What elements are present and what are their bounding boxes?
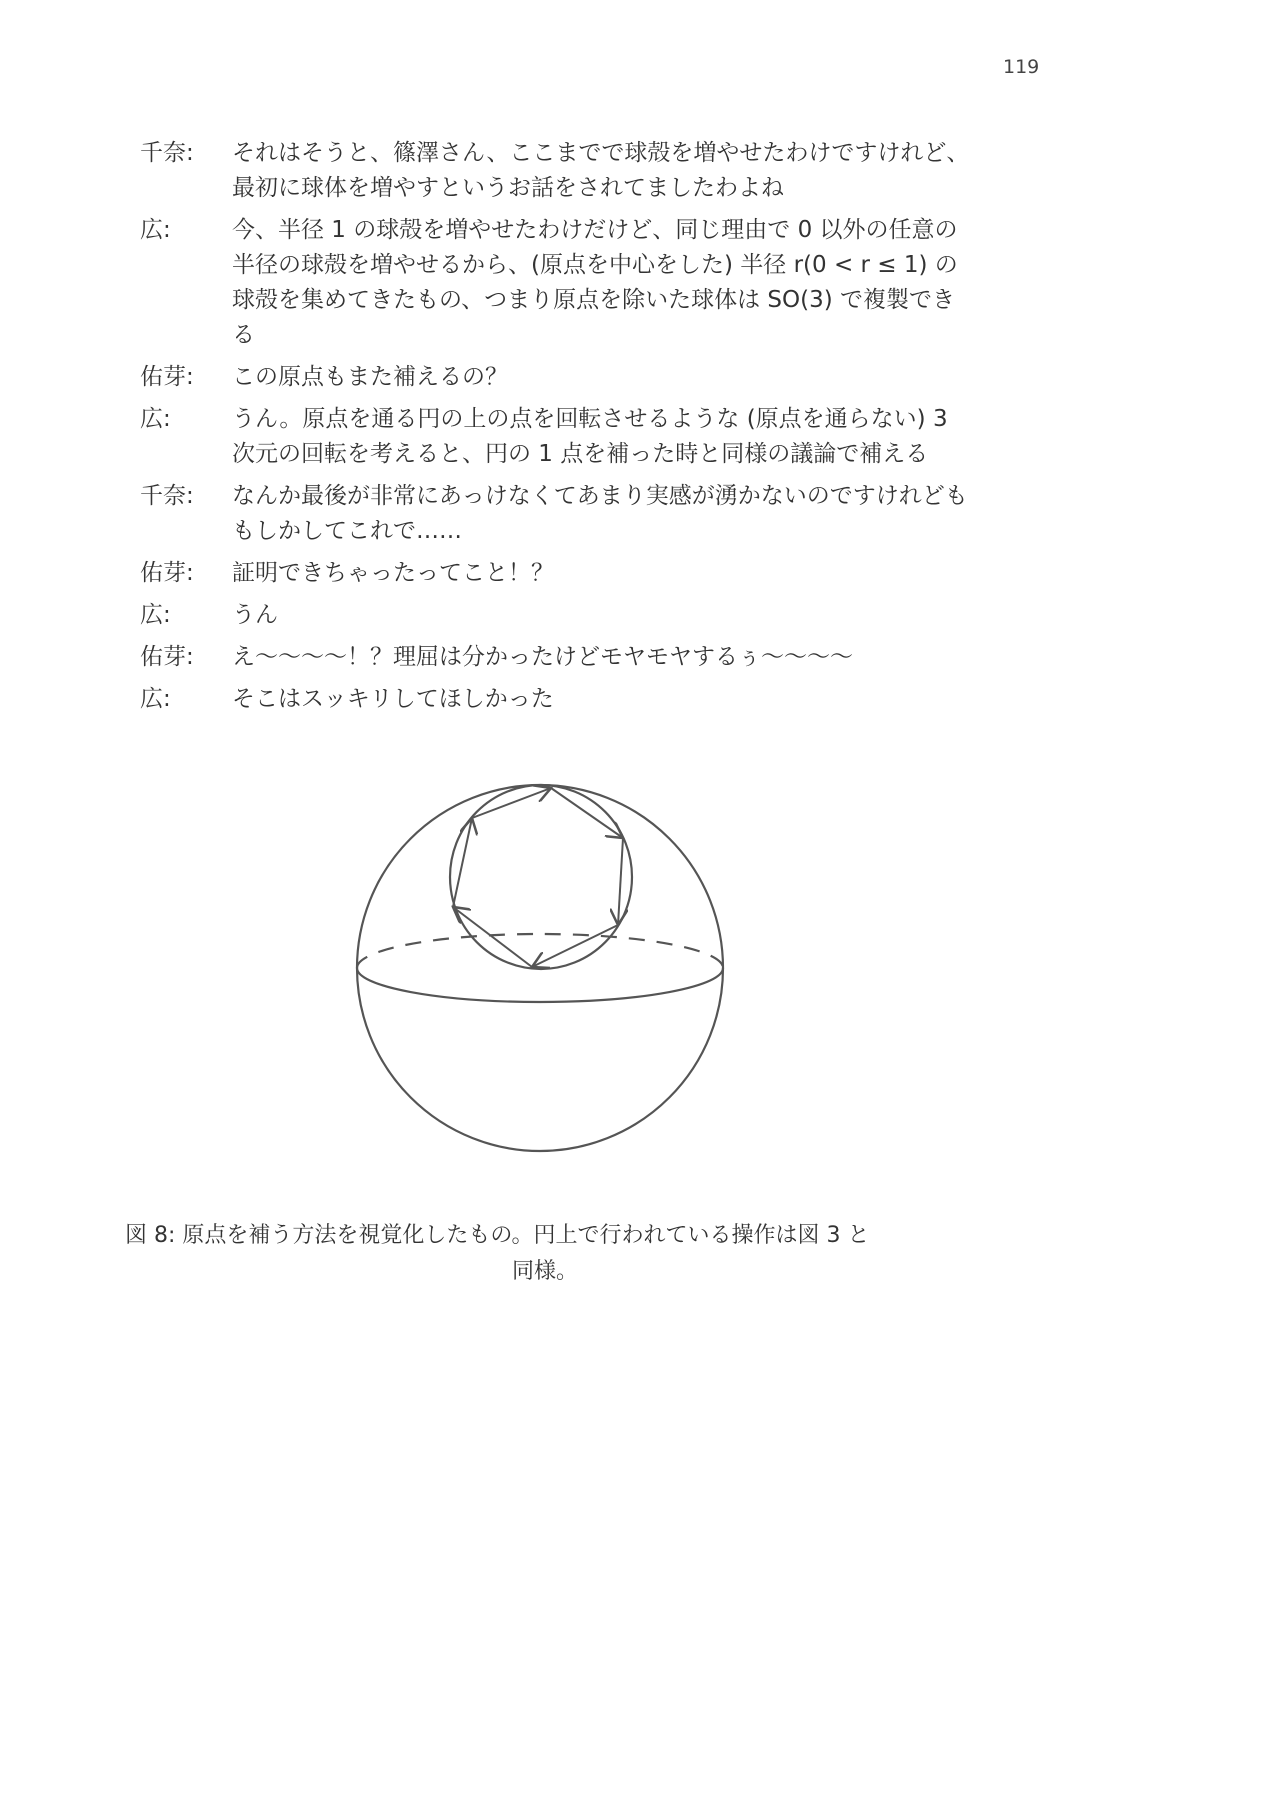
sphere-figure	[340, 770, 740, 1170]
speaker: 佑芽:	[140, 560, 194, 586]
dialogue-turn	[140, 640, 970, 675]
figure-caption	[125, 1218, 965, 1290]
line-text: それはそうと、篠澤さん、ここまでで球殻を増やせたわけですけれど、最初に球体を増やすというお話をされてましたわよね	[232, 140, 970, 201]
line-text: この原点もまた補えるの？	[232, 364, 508, 390]
dialogue	[140, 136, 970, 724]
caption-line-1: 図 8: 原点を補う方法を視覚化したもの。円上で行われている操作は図 3 と	[125, 1223, 870, 1248]
dialogue-turn	[140, 213, 970, 353]
dialogue-turn	[140, 136, 970, 206]
dialogue-turn	[140, 402, 970, 472]
dialogue-turn	[140, 682, 970, 717]
speaker: 広:	[140, 686, 171, 712]
line-text: うん	[232, 602, 278, 628]
line-text: え〜〜〜〜！？理屈は分かったけどモヤモヤするぅ〜〜〜〜	[232, 644, 853, 670]
page-number: 119	[1003, 56, 1040, 78]
speaker: 千奈:	[140, 483, 194, 509]
inner-circle	[450, 785, 632, 969]
speaker: 広:	[140, 602, 171, 628]
speaker: 佑芽:	[140, 364, 194, 390]
dialogue-turn	[140, 360, 970, 395]
line-text: うん。原点を通る円の上の点を回転させるような (原点を通らない) 3 次元の回転を考えると、円の 1 点を補った時と同様の議論で補える	[232, 406, 948, 467]
line-text: 証明できちゃったってこと！？	[232, 560, 554, 586]
line-text: そこはスッキリしてほしかった	[232, 686, 554, 712]
speaker: 広:	[140, 217, 171, 243]
dialogue-turn	[140, 598, 970, 633]
rotation-polygon	[453, 788, 623, 967]
speaker: 広:	[140, 406, 171, 432]
caption-line-2: 同様。	[511, 1259, 578, 1284]
speaker: 佑芽:	[140, 644, 194, 670]
line-text: なんか最後が非常にあっけなくてあまり実感が湧かないのですけれどももしかしてこれで……	[232, 483, 968, 544]
line-text: 今、半径 1 の球殻を増やせたわけだけど、同じ理由で 0 以外の任意の半径の球殻を増やせるから、(原点を中心をした) 半径 r(0 < r ≤ 1) の球殻を集めてきたもの、つまり原点を除いた球体は SO(3) で複製できる	[232, 217, 958, 348]
dialogue-turn	[140, 479, 970, 549]
equator-front	[357, 968, 723, 1002]
speaker: 千奈:	[140, 140, 194, 166]
dialogue-turn	[140, 556, 970, 591]
